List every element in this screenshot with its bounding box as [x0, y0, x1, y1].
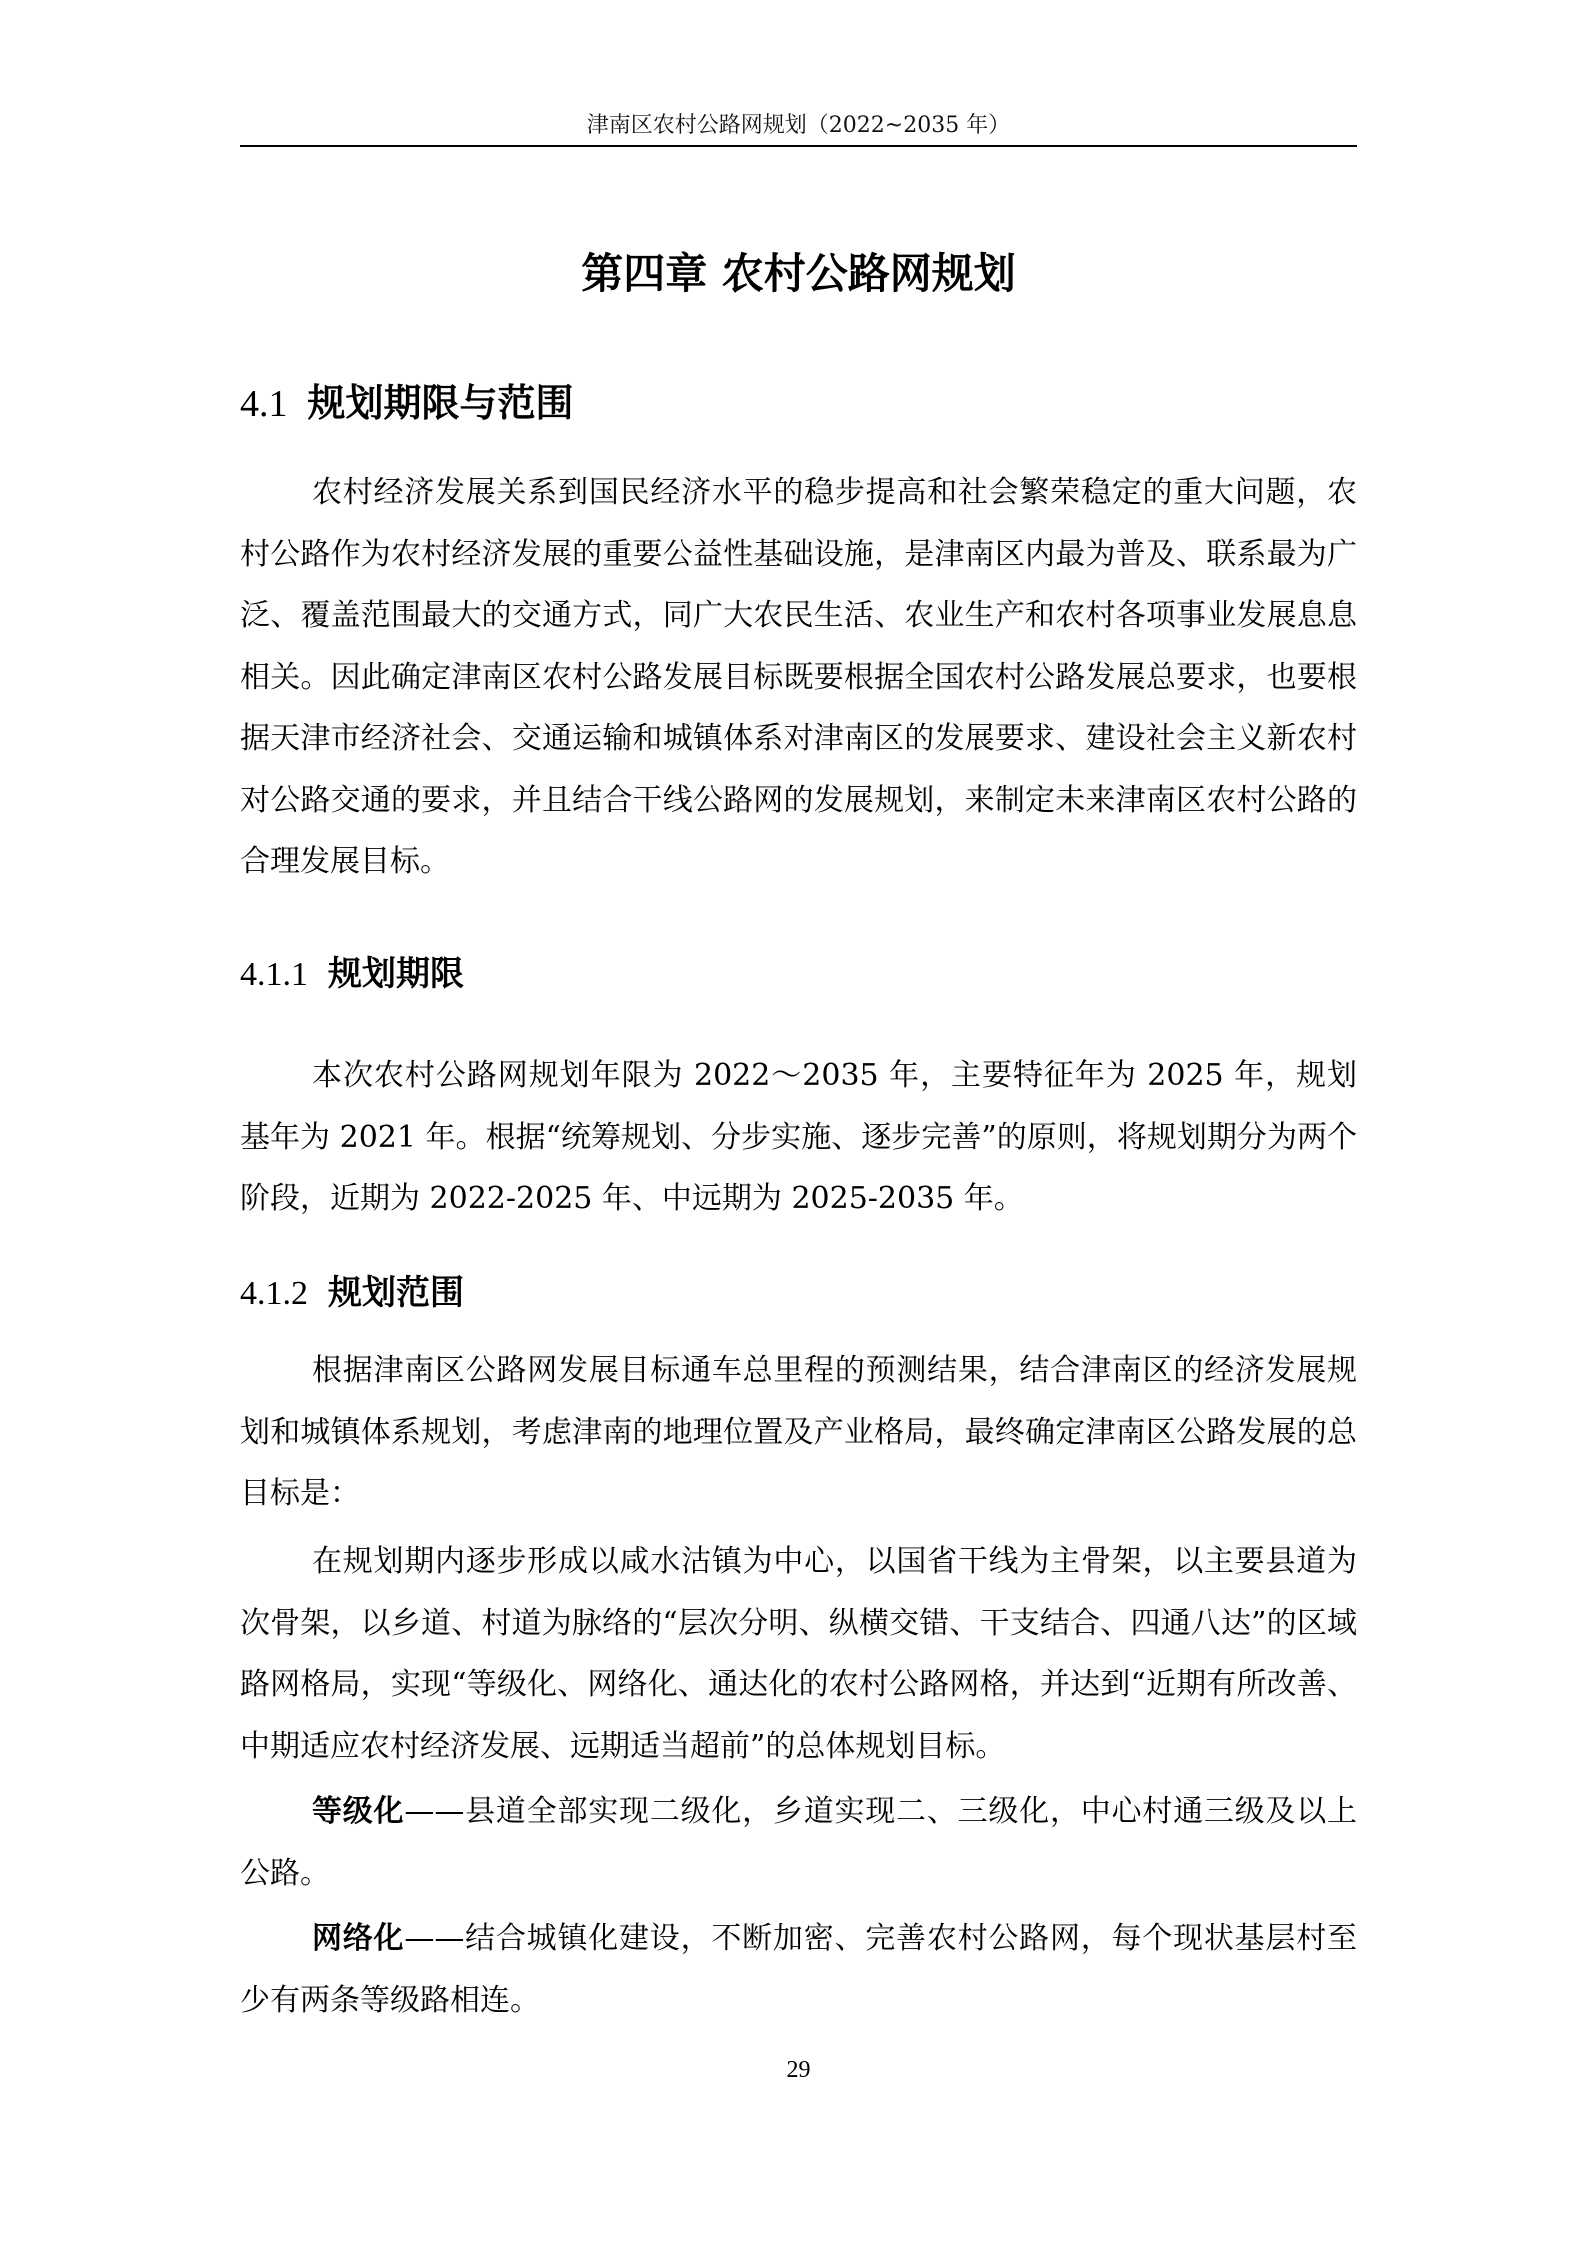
paragraph-4-1-2-goal-intro: 根据津南区公路网发展目标通车总里程的预测结果，结合津南区的经济发展规划和城镇体系规划，考虑津南的地理位置及产业格局，最终确定津南区公路发展的总目标是： [240, 1353, 1357, 1511]
section-heading-4-1-2 [240, 1268, 464, 1319]
running-header: 津南区农村公路网规划（2022~2035 年） [586, 113, 1011, 138]
goal-description: ——结合城镇化建设，不断加密、完善农村公路网，每个现状基层村至少有两条等级路相连。 [240, 1921, 1357, 2018]
paragraph-4-1-1: 本次农村公路网规划年限为 2022～2035 年，主要特征年为 2025 年，规划基年为 2021 年。根据“统筹规划、分步实施、逐步完善”的原则，将规划期分为两个阶段，近期为 2022-2025 年、中远期为 2025-2035 年。 [240, 1058, 1357, 1216]
section-number: 4.1.1 [240, 956, 308, 993]
goal-term: 网络化 [312, 1921, 405, 1956]
section-title: 规划期限与范围 [307, 381, 574, 425]
section-heading-4-1-1 [240, 949, 464, 1000]
goal-item-networking [240, 1908, 1357, 2031]
section-heading-4-1 [240, 375, 574, 432]
goal-item-grading [240, 1781, 1357, 1904]
goal-description: ——县道全部实现二级化，乡道实现二、三级化，中心村通三级及以上公路。 [240, 1794, 1357, 1891]
header-divider [240, 145, 1357, 147]
page-number: 29 [786, 2057, 811, 2083]
paragraph-4-1-2-goal-statement: 在规划期内逐步形成以咸水沽镇为中心，以国省干线为主骨架，以主要县道为次骨架，以乡道、村道为脉络的“层次分明、纵横交错、干支结合、四通八达”的区域路网格局，实现“等级化、网络化、通达化的农村公路网格，并达到“近期有所改善、中期适应农村经济发展、远期适当超前”的总体规划目标。 [240, 1544, 1357, 1764]
section-number: 4.1.2 [240, 1275, 308, 1312]
section-title: 规划期限 [328, 954, 464, 994]
section-title: 规划范围 [328, 1273, 464, 1313]
goal-term: 等级化 [312, 1794, 405, 1829]
chapter-title: 第四章 农村公路网规划 [581, 249, 1016, 298]
section-number: 4.1 [240, 383, 288, 425]
paragraph-4-1: 农村经济发展关系到国民经济水平的稳步提高和社会繁荣稳定的重大问题，农村公路作为农村经济发展的重要公益性基础设施，是津南区内最为普及、联系最为广泛、覆盖范围最大的交通方式，同广大农民生活、农业生产和农村各项事业发展息息相关。因此确定津南区农村公路发展目标既要根据全国农村公路发展总要求，也要根据天津市经济社会、交通运输和城镇体系对津南区的发展要求、建设社会主义新农村对公路交通的要求，并且结合干线公路网的发展规划，来制定未来津南区农村公路的合理发展目标。 [240, 475, 1357, 879]
